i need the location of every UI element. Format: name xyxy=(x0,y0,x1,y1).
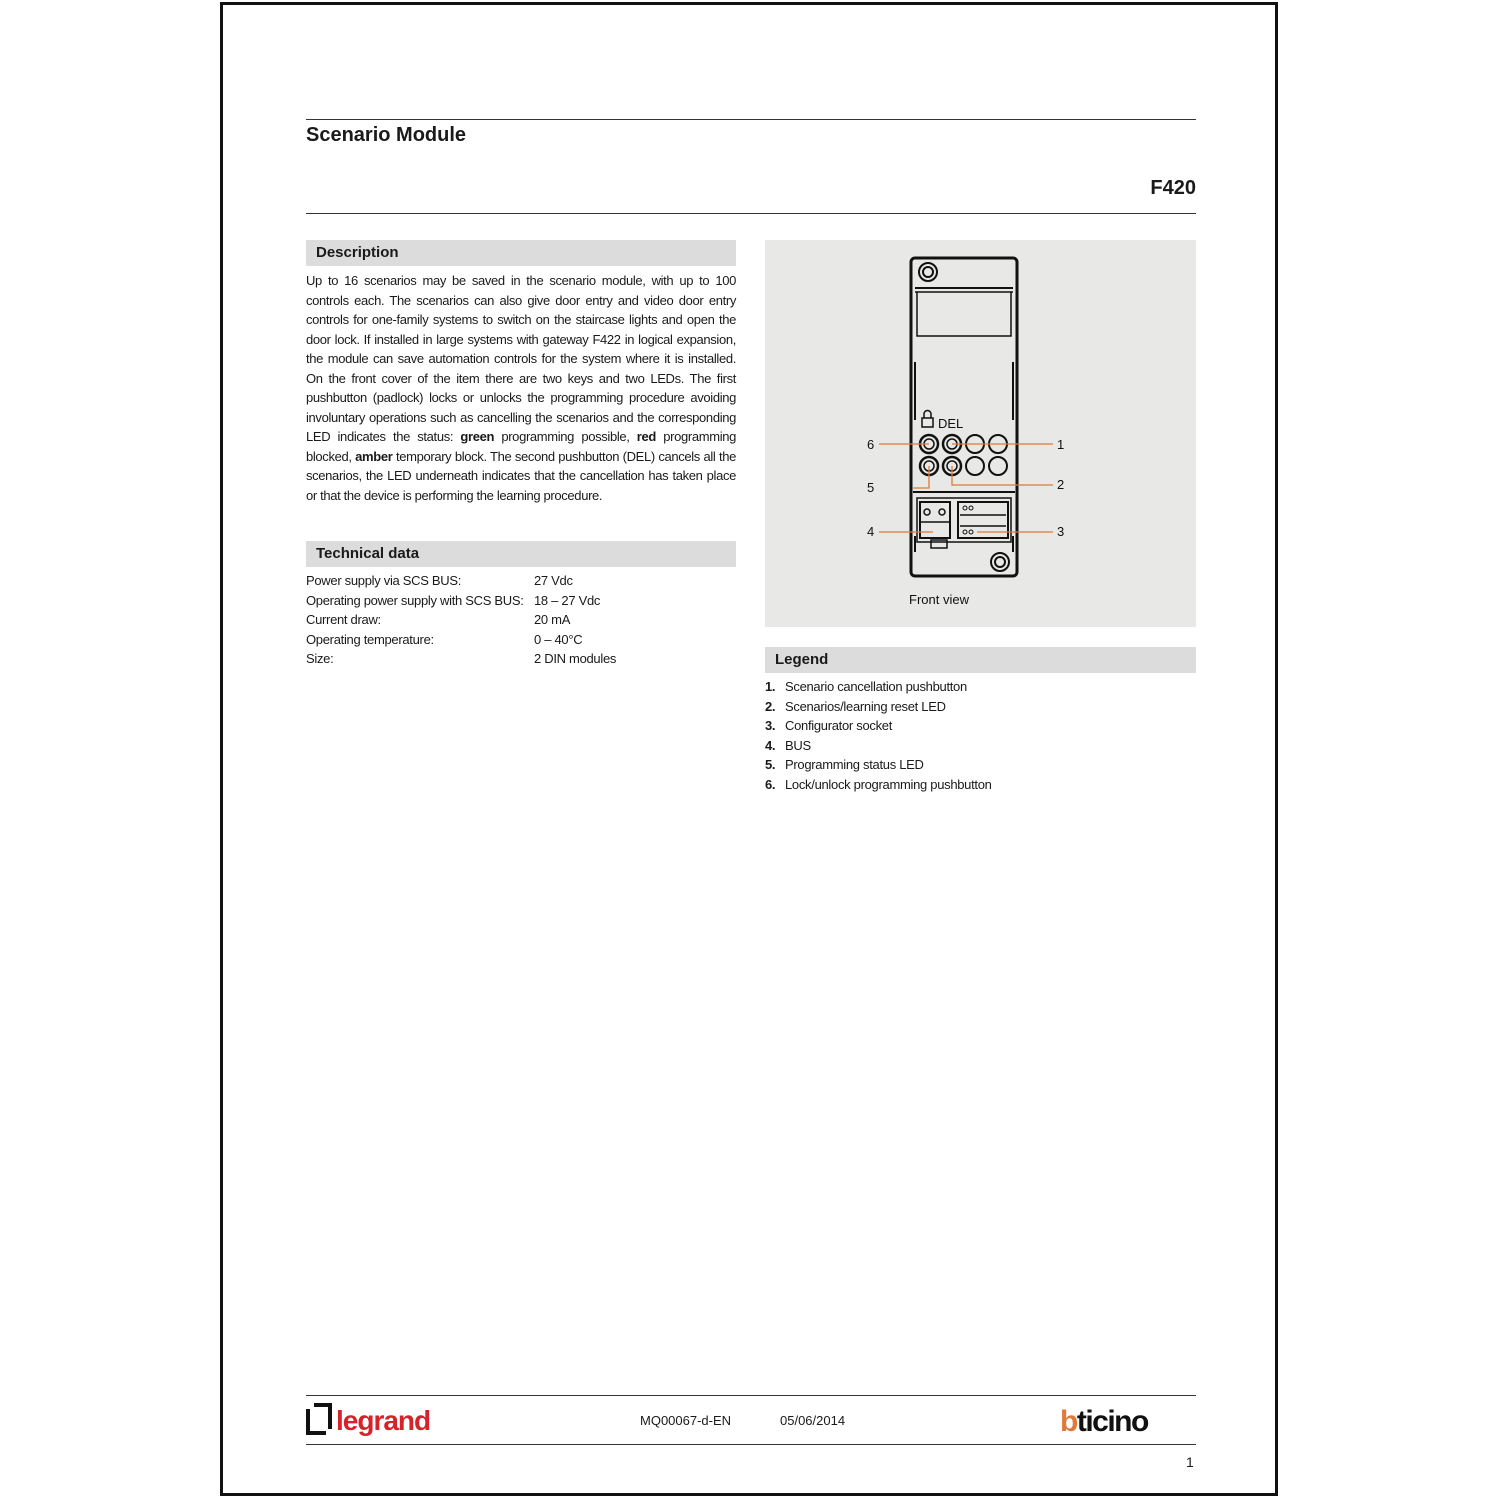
callout-6: 6 xyxy=(867,437,875,452)
legend-item: 3. Configurator socket xyxy=(765,718,893,733)
tech-label: Size: xyxy=(306,651,334,666)
description-heading: Description xyxy=(306,240,736,266)
callout-5: 5 xyxy=(867,480,875,495)
callout-4: 4 xyxy=(867,524,875,539)
footer-bottom-rule xyxy=(306,1444,1196,1445)
status-amber: amber xyxy=(355,448,393,464)
padlock-icon xyxy=(922,418,933,427)
page-number: 1 xyxy=(1186,1454,1194,1470)
tech-label: Operating temperature: xyxy=(306,632,434,647)
tech-value: 27 Vdc xyxy=(534,573,573,588)
status-red: red xyxy=(636,429,656,444)
description-text: Up to 16 scenarios may be saved in the scenario module, with up to 100 controls each. The scenarios can also give door entry and video door entry controls for one-family systems to switch on the staircase lights and open the door lock. If installed in large systems with gateway F422 in logical expansion, the module can save automation controls for the system where it is installed. On the front cover of the item there are two keys and two LEDs. The first pushbutton (padlock) locks or unlocks the programming procedure avoiding involuntary operations such as cancelling the scenarios and the corresponding LED indicates the status: green programming possible, red programming blocked, amber temporary block. The second pushbutton (DEL) cancels all the scenarios, the LED underneath indicates that the cancellation has taken place or that the device is performing the learning procedure. xyxy=(306,273,737,503)
legend-item: 1. Scenario cancellation pushbutton xyxy=(765,679,967,694)
header-bottom-rule xyxy=(306,213,1196,214)
module-body xyxy=(911,258,1017,576)
del-label: DEL xyxy=(938,416,964,431)
bticino-logo xyxy=(1060,1404,1196,1441)
bottom-screw-icon xyxy=(991,553,1009,571)
technical-heading: Technical data xyxy=(306,541,736,567)
legend-item: 2. Scenarios/learning reset LED xyxy=(765,699,946,714)
legend-item: 6. Lock/unlock programming pushbutton xyxy=(765,777,992,792)
figure-caption: Front view xyxy=(909,592,969,607)
page-frame xyxy=(220,2,1278,1496)
tech-value: 0 – 40°C xyxy=(534,632,583,647)
svg-text:legrand: legrand xyxy=(336,1405,431,1436)
callout-2: 2 xyxy=(1057,477,1065,492)
product-code: F420 xyxy=(1150,177,1196,199)
page-title: Scenario Module xyxy=(306,124,467,146)
callout-lines xyxy=(879,444,1053,532)
tech-label: Operating power supply with SCS BUS: xyxy=(306,593,524,608)
tech-value: 20 mA xyxy=(534,612,571,627)
top-screw-icon xyxy=(919,263,937,281)
footer-top-rule xyxy=(306,1395,1196,1396)
tech-value: 2 DIN modules xyxy=(534,651,617,666)
callout-1: 1 xyxy=(1057,437,1065,452)
tech-label: Current draw: xyxy=(306,612,381,627)
tech-value: 18 – 27 Vdc xyxy=(534,593,601,608)
document-date: 05/06/2014 xyxy=(780,1413,846,1428)
header-top-rule xyxy=(306,119,1196,120)
svg-text:bticino: bticino xyxy=(1060,1405,1148,1436)
tech-label: Power supply via SCS BUS: xyxy=(306,573,462,588)
legrand-logo xyxy=(306,1403,456,1444)
front-view-figure xyxy=(765,240,1196,627)
callout-3: 3 xyxy=(1057,524,1065,539)
module-diagram xyxy=(765,240,1196,627)
legend-heading: Legend xyxy=(765,647,1196,673)
legend-item: 4. BUS xyxy=(765,738,811,753)
status-green: green xyxy=(460,429,495,444)
document-code: MQ00067-d-EN xyxy=(640,1413,732,1428)
legend-item: 5. Programming status LED xyxy=(765,757,924,772)
